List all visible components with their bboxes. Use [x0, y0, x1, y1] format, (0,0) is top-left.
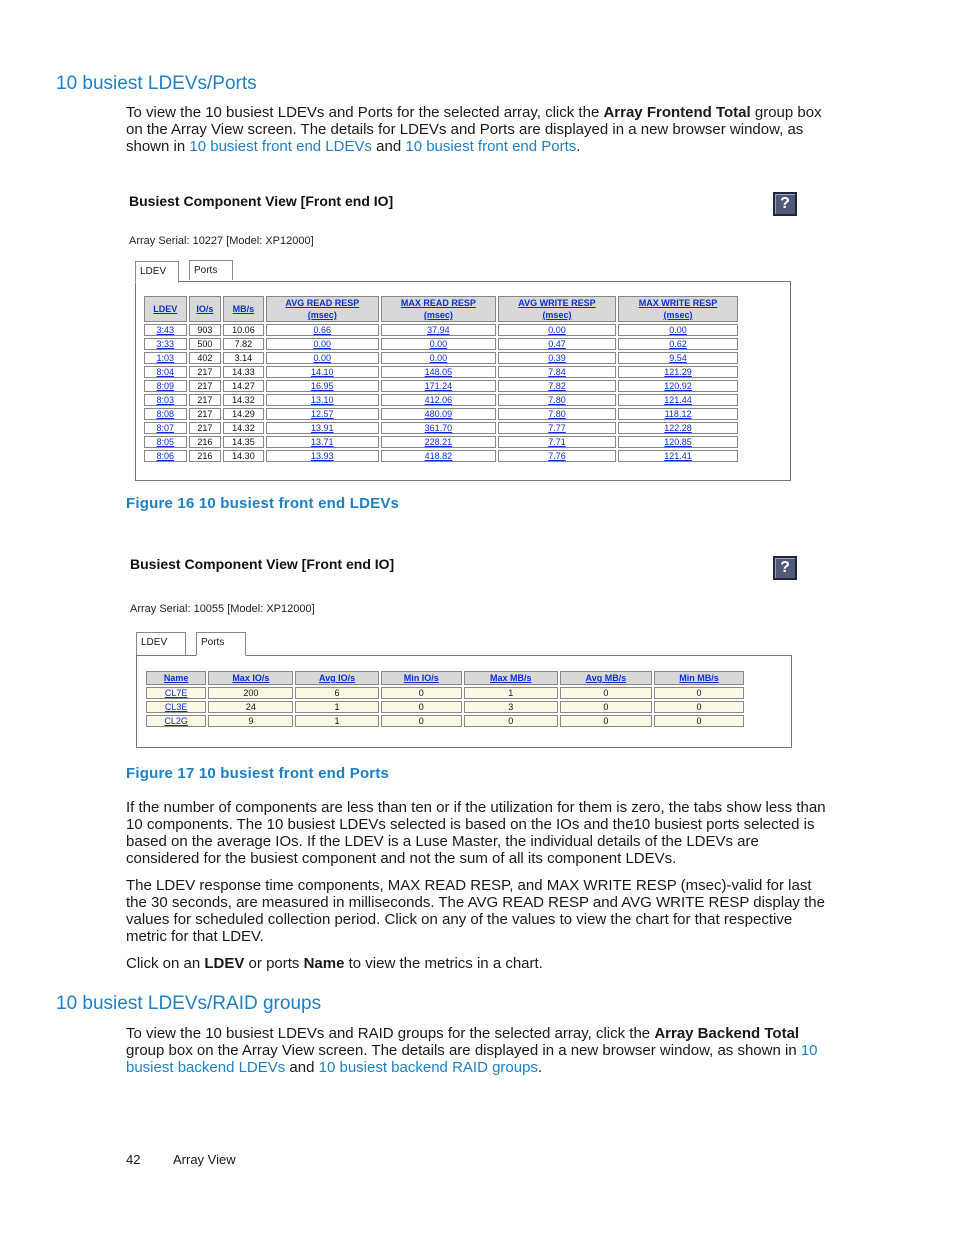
- metric-link[interactable]: 0.00: [498, 324, 616, 336]
- metric-link[interactable]: 13.10: [266, 394, 379, 406]
- link-busiest-front-end-ports[interactable]: 10 busiest front end Ports: [405, 138, 577, 155]
- ldev-link[interactable]: 8:06: [144, 450, 187, 462]
- table-row: [144, 324, 738, 336]
- metric-link[interactable]: 120.92: [618, 380, 738, 392]
- section-heading-busiest-ldevs-raid: 10 busiest LDEVs/RAID groups: [56, 993, 322, 1014]
- metric-link[interactable]: 9.54: [618, 352, 738, 364]
- section2-paragraph: To view the 10 busiest LDEVs and RAID groups for the selected array, click the Array Backend Total group box on the Array View screen. The details are displayed in a new browser window, as shown in 10 busiest backend LDEVs and 10 busiest backend RAID groups.: [126, 1025, 818, 1076]
- ldev-link[interactable]: 3:43: [144, 324, 187, 336]
- help-icon[interactable]: ?: [773, 192, 797, 216]
- table-cell: 7.82: [223, 338, 263, 350]
- link-busiest-backend-raid-groups[interactable]: 10 busiest backend RAID groups: [318, 1059, 538, 1076]
- table-cell: 14.30: [223, 450, 263, 462]
- metric-link[interactable]: 121.44: [618, 394, 738, 406]
- table-row: [144, 380, 738, 392]
- table-row: [144, 436, 738, 448]
- metric-link[interactable]: 121.41: [618, 450, 738, 462]
- ldev-link[interactable]: 8:05: [144, 436, 187, 448]
- table-cell: 0: [654, 687, 744, 699]
- metric-link[interactable]: 171.24: [381, 380, 496, 392]
- table-cell: 903: [189, 324, 222, 336]
- ldev-link[interactable]: 8:09: [144, 380, 187, 392]
- table-cell: 0: [560, 701, 652, 713]
- tab-ldev[interactable]: LDEV: [136, 632, 186, 655]
- table-cell: 0: [381, 715, 462, 727]
- table-cell: 0: [381, 701, 462, 713]
- metric-link[interactable]: 7.80: [498, 408, 616, 420]
- table-cell: 6: [295, 687, 378, 699]
- paragraph-component-count: If the number of components are less than ten or if the utilization for them is zero, the tabs show less than 10 components. The 10 busiest LDEVs selected is based on the IOs and the10 busiest ports selected is based on the average IOs. If the LDEV is a Luse Master, the individual details of the LDEVs are considered for the busiest component and not the sum of all its component LDEVs.: [126, 799, 826, 867]
- table-cell: 14.32: [223, 422, 263, 434]
- table-cell: 0: [464, 715, 558, 727]
- metric-link[interactable]: 7.77: [498, 422, 616, 434]
- table-cell: 0: [654, 715, 744, 727]
- tab-ldev[interactable]: LDEV: [135, 261, 179, 283]
- metric-link[interactable]: 480.09: [381, 408, 496, 420]
- metric-link[interactable]: 361.70: [381, 422, 496, 434]
- table-row: [146, 715, 744, 727]
- ldev-link[interactable]: 3:33: [144, 338, 187, 350]
- metric-link[interactable]: 228.21: [381, 436, 496, 448]
- metric-link[interactable]: 12.57: [266, 408, 379, 420]
- table-row: [144, 450, 738, 462]
- link-busiest-backend-ldevs[interactable]: 10 busiest backend LDEVs: [126, 1042, 818, 1076]
- metric-link[interactable]: 0.39: [498, 352, 616, 364]
- figure16-array-serial: Array Serial: 10227 [Model: XP12000]: [129, 235, 314, 247]
- table-cell: 216: [189, 436, 222, 448]
- section-heading-busiest-ldevs-ports: 10 busiest LDEVs/Ports: [56, 73, 257, 94]
- table-cell: 14.29: [223, 408, 263, 420]
- table-cell: 14.27: [223, 380, 263, 392]
- table-cell: 216: [189, 450, 222, 462]
- column-header[interactable]: MAX WRITE RESP (msec): [618, 296, 738, 322]
- tab-ports[interactable]: Ports: [196, 632, 246, 656]
- table-cell: 217: [189, 380, 222, 392]
- table-row: [144, 352, 738, 364]
- metric-link[interactable]: 120.85: [618, 436, 738, 448]
- paragraph-click-ldev: Click on an LDEV or ports Name to view the metrics in a chart.: [126, 955, 543, 972]
- metric-link[interactable]: 0.00: [381, 338, 496, 350]
- port-name-link[interactable]: CL2G: [146, 715, 206, 727]
- metric-link[interactable]: 121.29: [618, 366, 738, 378]
- table-cell: 1: [295, 701, 378, 713]
- table-row: [144, 408, 738, 420]
- footer-section-name: Array View: [173, 1152, 236, 1167]
- column-header[interactable]: AVG READ RESP (msec): [266, 296, 379, 322]
- column-header[interactable]: Max MB/s: [464, 671, 558, 685]
- metric-link[interactable]: 118.12: [618, 408, 738, 420]
- table-cell: 0: [381, 687, 462, 699]
- metric-link[interactable]: 14.10: [266, 366, 379, 378]
- column-header[interactable]: Avg MB/s: [560, 671, 652, 685]
- table-row: [144, 366, 738, 378]
- column-header[interactable]: AVG WRITE RESP (msec): [498, 296, 616, 322]
- column-header[interactable]: MAX READ RESP (msec): [381, 296, 496, 322]
- metric-link[interactable]: 7.76: [498, 450, 616, 462]
- table-cell: 3.14: [223, 352, 263, 364]
- page-number: 42: [126, 1152, 141, 1167]
- help-icon[interactable]: ?: [773, 556, 797, 580]
- port-name-link[interactable]: CL7E: [146, 687, 206, 699]
- table-cell: 3: [464, 701, 558, 713]
- ldev-link[interactable]: 8:04: [144, 366, 187, 378]
- figure17-view-title: Busiest Component View [Front end IO]: [130, 556, 395, 572]
- table-cell: 10.06: [223, 324, 263, 336]
- ldev-link[interactable]: 8:08: [144, 408, 187, 420]
- metric-link[interactable]: 16.95: [266, 380, 379, 392]
- metric-link[interactable]: 7.84: [498, 366, 616, 378]
- column-header[interactable]: Name: [146, 671, 206, 685]
- column-header[interactable]: LDEV: [144, 296, 187, 322]
- metric-link[interactable]: 418.82: [381, 450, 496, 462]
- metric-link[interactable]: 0.47: [498, 338, 616, 350]
- column-header[interactable]: IO/s: [189, 296, 222, 322]
- table-row: [144, 338, 738, 350]
- table-cell: 402: [189, 352, 222, 364]
- column-header[interactable]: Min IO/s: [381, 671, 462, 685]
- table-cell: 500: [189, 338, 222, 350]
- ldev-link[interactable]: 8:03: [144, 394, 187, 406]
- metric-link[interactable]: 412.06: [381, 394, 496, 406]
- section1-paragraph: To view the 10 busiest LDEVs and Ports for the selected array, click the Array Frontend Total group box on the Array View screen. The details for LDEVs and Ports are displayed in a new browser window, as shown in 10 busiest front end LDEVs and 10 busiest front end Ports.: [126, 104, 822, 155]
- table-cell: 200: [208, 687, 293, 699]
- table-cell: 14.32: [223, 394, 263, 406]
- metric-link[interactable]: 0.00: [266, 338, 379, 350]
- column-header[interactable]: Min MB/s: [654, 671, 744, 685]
- tab-ports[interactable]: Ports: [189, 260, 233, 280]
- table-cell: 217: [189, 394, 222, 406]
- metric-link[interactable]: 0.00: [266, 352, 379, 364]
- metric-link[interactable]: 0.62: [618, 338, 738, 350]
- table-cell: 9: [208, 715, 293, 727]
- table-row: [146, 701, 744, 713]
- metric-link[interactable]: 7.80: [498, 394, 616, 406]
- metric-link[interactable]: 13.71: [266, 436, 379, 448]
- figure17-caption: Figure 17 10 busiest front end Ports: [126, 765, 390, 782]
- metric-link[interactable]: 7.71: [498, 436, 616, 448]
- figure17-array-serial: Array Serial: 10055 [Model: XP12000]: [130, 603, 315, 615]
- metric-link[interactable]: 122.28: [618, 422, 738, 434]
- figure16-caption: Figure 16 10 busiest front end LDEVs: [126, 495, 400, 512]
- table-cell: 24: [208, 701, 293, 713]
- table-row: [144, 394, 738, 406]
- busiest-ports-table: [144, 669, 746, 729]
- figure16-view-title: Busiest Component View [Front end IO]: [129, 193, 394, 209]
- table-cell: 14.33: [223, 366, 263, 378]
- metric-link[interactable]: 0.00: [381, 352, 496, 364]
- link-busiest-front-end-ldevs[interactable]: 10 busiest front end LDEVs: [189, 138, 372, 155]
- table-row: [144, 422, 738, 434]
- ldev-link[interactable]: 1:03: [144, 352, 187, 364]
- column-header[interactable]: MB/s: [223, 296, 263, 322]
- metric-link[interactable]: 37.94: [381, 324, 496, 336]
- metric-link[interactable]: 0.00: [618, 324, 738, 336]
- table-cell: 217: [189, 422, 222, 434]
- table-row: [146, 687, 744, 699]
- table-cell: 0: [654, 701, 744, 713]
- metric-link[interactable]: 7.82: [498, 380, 616, 392]
- column-header[interactable]: Max IO/s: [208, 671, 293, 685]
- port-name-link[interactable]: CL3E: [146, 701, 206, 713]
- metric-link[interactable]: 13.91: [266, 422, 379, 434]
- metric-link[interactable]: 148.05: [381, 366, 496, 378]
- metric-link[interactable]: 13.93: [266, 450, 379, 462]
- table-cell: 0: [560, 715, 652, 727]
- table-cell: 217: [189, 408, 222, 420]
- table-cell: 1: [464, 687, 558, 699]
- table-cell: 1: [295, 715, 378, 727]
- table-cell: 0: [560, 687, 652, 699]
- column-header[interactable]: Avg IO/s: [295, 671, 378, 685]
- table-cell: 14.35: [223, 436, 263, 448]
- ldev-link[interactable]: 8:07: [144, 422, 187, 434]
- metric-link[interactable]: 0.66: [266, 324, 379, 336]
- busiest-ldevs-table: [142, 294, 740, 464]
- table-cell: 217: [189, 366, 222, 378]
- paragraph-response-time: The LDEV response time components, MAX READ RESP, and MAX WRITE RESP (msec)-valid for last the 30 seconds, are measured in milliseconds. The AVG READ RESP and AVG WRITE RESP display the values for scheduled collection period. Click on any of the values to view the chart for that respective metric for that LDEV.: [126, 877, 825, 945]
